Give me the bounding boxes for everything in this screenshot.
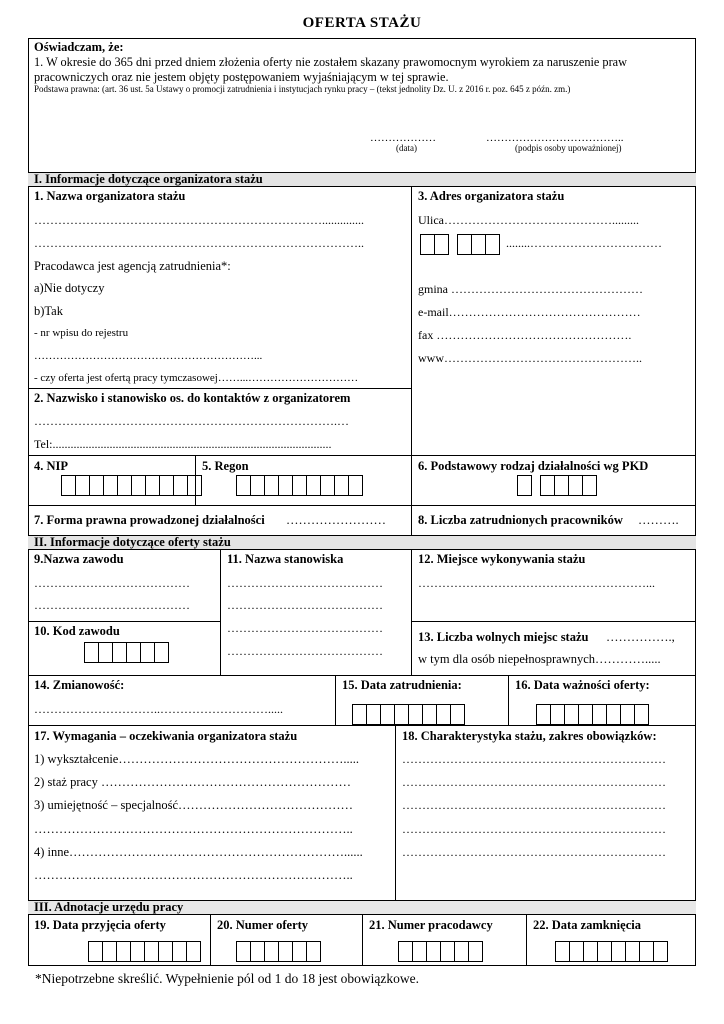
field-2-label: 2. Nazwisko i stanowisko os. do kontaktów z organizatorem [34, 391, 351, 405]
position-line-3[interactable]: ………………………………… [227, 621, 383, 635]
pkd-boxes[interactable] [517, 475, 597, 496]
field-3-label: 3. Adres organizatora stażu [418, 189, 565, 203]
option-a[interactable]: a)Nie dotyczy [34, 281, 105, 295]
characteristics-line-2[interactable]: ………………………………………………………… [402, 775, 666, 789]
employment-date-boxes[interactable] [352, 704, 465, 725]
registry-label: - nr wpisu do rejestru [34, 327, 129, 339]
offer-number-boxes[interactable] [236, 941, 321, 962]
acceptance-date-boxes[interactable] [88, 941, 201, 962]
signature-field[interactable]: ……………………………….. [486, 132, 624, 144]
skills-field[interactable]: 3) umiejętność – specjalność…………………………………… [34, 798, 354, 812]
phone-field[interactable]: Tel:............................................................................................. [34, 437, 332, 451]
position-line-1[interactable]: ………………………………… [227, 576, 383, 590]
profession-name-line-1[interactable]: ………………………………… [34, 576, 190, 590]
contact-person-field[interactable]: ………………………………………………………………….… [34, 414, 349, 428]
email-field[interactable]: e-mail………………………………………… [418, 305, 641, 319]
field-19-label: 19. Data przyjęcia oferty [34, 918, 166, 932]
experience-field[interactable]: 2) staż pracy …………………………………………………… [34, 775, 351, 789]
signature-caption: (podpis osoby upoważnionej) [515, 143, 622, 153]
field-11-label: 11. Nazwa stanowiska [227, 552, 344, 566]
field-10-label: 10. Kod zawodu [34, 624, 120, 638]
employee-count-field[interactable]: ………. [638, 513, 679, 527]
skills-field-line-2[interactable]: ………………………………………………………………….. [34, 822, 353, 836]
field-6-label: 6. Podstawowy rodzaj działalności wg PKD [418, 459, 649, 473]
postal-code-boxes[interactable] [420, 234, 500, 255]
gmina-field[interactable]: gmina ………………………………………… [418, 282, 643, 296]
fax-field[interactable]: fax …………………………………………. [418, 328, 632, 342]
disabled-vacancies-field[interactable]: w tym dla osób niepełnosprawnych…………..... [418, 652, 661, 666]
section-2-heading: II. Informacje dotyczące oferty stażu [28, 535, 696, 550]
field-7-label: 7. Forma prawna prowadzonej działalności [34, 513, 265, 527]
other-requirements-field[interactable]: 4) inne…………………………………………………………...... [34, 845, 363, 859]
field-22-label: 22. Data zamknięcia [533, 918, 641, 932]
organizer-name-line-1[interactable]: ……………………………………………………………….............. [34, 213, 364, 227]
declaration-line-1: 1. W okresie do 365 dni przed dniem złożenia oferty nie zostałem skazany prawomocnym wyrokiem za naruszenie praw [34, 55, 628, 69]
closing-date-boxes[interactable] [555, 941, 668, 962]
footnote: *Niepotrzebne skreślić. Wypełnienie pól od 1 do 18 jest obowiązkowe. [35, 971, 419, 986]
characteristics-line-5[interactable]: ………………………………………………………… [402, 845, 666, 859]
shifts-field[interactable]: …………………………..………………………..... [34, 702, 283, 716]
position-line-2[interactable]: ………………………………… [227, 598, 383, 612]
validity-date-boxes[interactable] [536, 704, 649, 725]
field-15-label: 15. Data zatrudnienia: [342, 678, 462, 692]
temp-work-field[interactable]: - czy oferta jest ofertą pracy tymczasowej……...………………………… [34, 372, 359, 384]
field-17-label: 17. Wymagania – oczekiwania organizatora stażu [34, 729, 298, 743]
field-8-label: 8. Liczba zatrudnionych pracowników [418, 513, 623, 527]
profession-name-line-2[interactable]: ………………………………… [34, 598, 190, 612]
employer-number-boxes[interactable] [398, 941, 483, 962]
field-4-label: 4. NIP [34, 459, 69, 473]
field-9-label: 9.Nazwa zawodu [34, 552, 124, 566]
field-1-label: 1. Nazwa organizatora stażu [34, 189, 186, 203]
date-caption: (data) [396, 143, 417, 153]
position-line-4[interactable]: ………………………………… [227, 644, 383, 658]
section-3-heading: III. Adnotacje urzędu pracy [28, 900, 696, 915]
city-field[interactable]: ........…………………………… [506, 236, 662, 250]
characteristics-line-3[interactable]: ………………………………………………………… [402, 798, 666, 812]
field-14-label: 14. Zmianowość: [34, 678, 125, 692]
section-1-heading: I. Informacje dotyczące organizatora stażu [28, 172, 696, 187]
internship-place-field[interactable]: …………………………………………………... [418, 576, 655, 590]
declaration-heading: Oświadczam, że: [34, 40, 124, 54]
field-5-label: 5. Regon [202, 459, 249, 473]
characteristics-line-1[interactable]: ………………………………………………………… [402, 752, 666, 766]
characteristics-line-4[interactable]: ………………………………………………………… [402, 822, 666, 836]
registry-field[interactable]: ……………………………………………………... [34, 350, 263, 362]
page-title: OFERTA STAŻU [302, 15, 422, 31]
date-field[interactable]: ……………… [370, 132, 436, 144]
declaration-line-2: pracowniczych oraz nie jestem objęty postępowaniem wyjaśniającym w tej sprawie. [34, 70, 449, 84]
field-13-label: 13. Liczba wolnych miejsc stażu [418, 630, 589, 644]
organizer-name-line-2[interactable]: ……………………………………………………………………….. [34, 236, 364, 250]
legal-basis: Podstawa prawna: (art. 36 ust. 5a Ustawy o promocji zatrudnienia i instytucjach rynku pracy – (tekst jednolity Dz. U. z 2016 r. poz. 645 z późn. zm.) [34, 84, 571, 94]
profession-code-boxes[interactable] [84, 642, 169, 663]
agency-question: Pracodawca jest agencją zatrudnienia*: [34, 259, 231, 273]
www-field[interactable]: www………………………………………….. [418, 351, 642, 365]
street-field[interactable]: Ulica……………………………………......... [418, 213, 639, 227]
field-12-label: 12. Miejsce wykonywania stażu [418, 552, 586, 566]
vacancies-field[interactable]: ……………., [606, 630, 675, 644]
nip-boxes[interactable] [61, 475, 202, 496]
field-20-label: 20. Numer oferty [217, 918, 309, 932]
field-21-label: 21. Numer pracodawcy [369, 918, 493, 932]
regon-boxes[interactable] [236, 475, 363, 496]
other-requirements-line-2[interactable]: ………………………………………………………………….. [34, 868, 353, 882]
field-18-label: 18. Charakterystyka stażu, zakres obowiązków: [402, 729, 657, 743]
option-b[interactable]: b)Tak [34, 304, 63, 318]
legal-form-field[interactable]: …………………… [286, 513, 386, 527]
education-field[interactable]: 1) wykształcenie………………………………………………..... [34, 752, 359, 766]
field-16-label: 16. Data ważności oferty: [515, 678, 650, 692]
